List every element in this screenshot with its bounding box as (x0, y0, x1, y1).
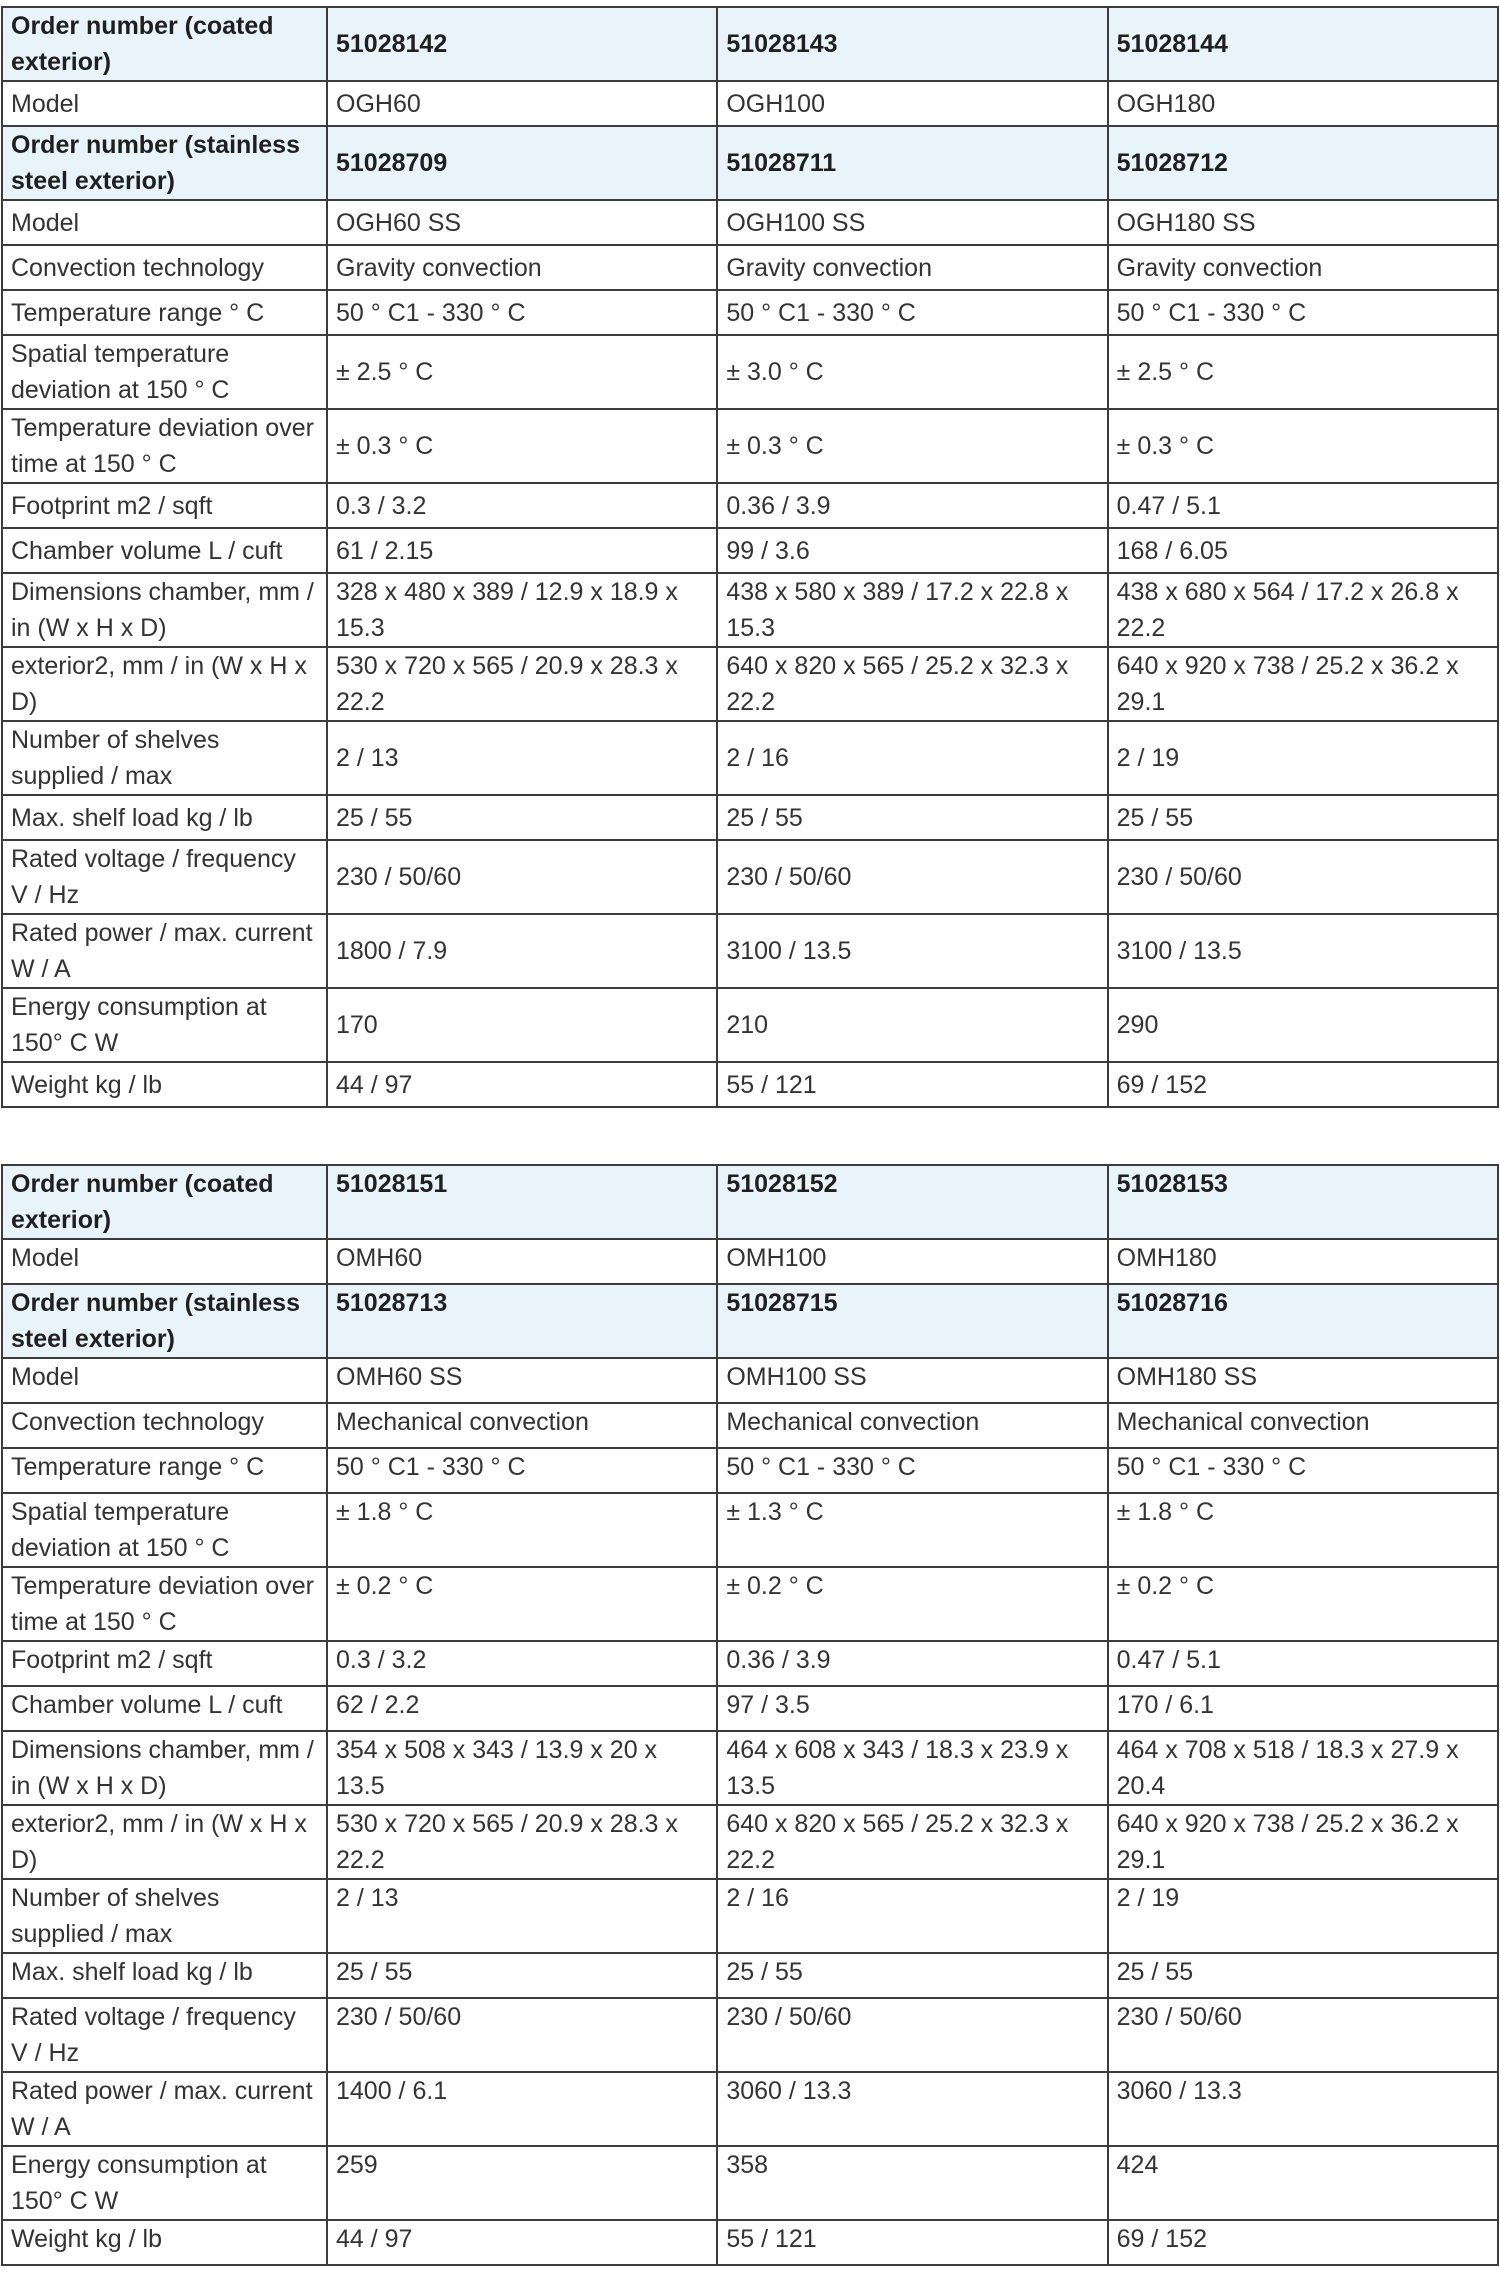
table-row (2, 1062, 1498, 1107)
table-cell: OGH60 SS (327, 200, 717, 245)
row-label: Rated power / max. current W / A (2, 914, 327, 988)
table-cell: Mechanical convection (717, 1403, 1107, 1448)
table-cell: 69 / 152 (1108, 2220, 1498, 2265)
row-label: Temperature range ° C (2, 290, 327, 335)
table-row (2, 1731, 1498, 1805)
table-cell: OMH60 SS (327, 1358, 717, 1403)
table-cell: 170 / 6.1 (1108, 1686, 1498, 1731)
table-cell: 51028142 (327, 7, 717, 81)
table-cell: 168 / 6.05 (1108, 528, 1498, 573)
table-row (2, 1686, 1498, 1731)
row-label: Number of shelves supplied / max (2, 1879, 327, 1953)
table-cell: 51028151 (327, 1165, 717, 1239)
table-cell: 55 / 121 (717, 2220, 1107, 2265)
table-row (2, 528, 1498, 573)
row-label: Number of shelves supplied / max (2, 721, 327, 795)
table-cell: OMH100 SS (717, 1358, 1107, 1403)
table-cell: 230 / 50/60 (717, 1998, 1107, 2072)
table-cell: ± 1.3 ° C (717, 1493, 1107, 1567)
table-cell: ± 0.3 ° C (327, 409, 717, 483)
table-row (2, 335, 1498, 409)
table-row (2, 1448, 1498, 1493)
table-cell: 55 / 121 (717, 1062, 1107, 1107)
table-cell: 69 / 152 (1108, 1062, 1498, 1107)
table-row (2, 2072, 1498, 2146)
table-cell: Gravity convection (327, 245, 717, 290)
row-label: Spatial temperature deviation at 150 ° C (2, 1493, 327, 1567)
table-cell: 3100 / 13.5 (1108, 914, 1498, 988)
table-cell: 530 x 720 x 565 / 20.9 x 28.3 x 22.2 (327, 647, 717, 721)
table-cell: ± 3.0 ° C (717, 335, 1107, 409)
row-label: Rated power / max. current W / A (2, 2072, 327, 2146)
table-cell: 0.47 / 5.1 (1108, 483, 1498, 528)
table-cell: OGH60 (327, 81, 717, 126)
table-cell: 640 x 820 x 565 / 25.2 x 32.3 x 22.2 (717, 1805, 1107, 1879)
table-cell: OGH180 (1108, 81, 1498, 126)
table-cell: 44 / 97 (327, 1062, 717, 1107)
table-row (2, 81, 1498, 126)
table-row (2, 795, 1498, 840)
table-cell: Gravity convection (717, 245, 1107, 290)
table-cell: 259 (327, 2146, 717, 2220)
table-cell: 51028153 (1108, 1165, 1498, 1239)
spec-table-body (2, 1165, 1498, 2265)
table-row (2, 721, 1498, 795)
table-row (2, 200, 1498, 245)
table-row (2, 290, 1498, 335)
table-row (2, 1358, 1498, 1403)
table-cell: 1800 / 7.9 (327, 914, 717, 988)
row-label: Order number (stainless steel exterior) (2, 126, 327, 200)
table-row (2, 2146, 1498, 2220)
row-label: Dimensions chamber, mm / in (W x H x D) (2, 1731, 327, 1805)
table-cell: 51028143 (717, 7, 1107, 81)
row-label: Order number (coated exterior) (2, 1165, 327, 1239)
table-cell: 3060 / 13.3 (717, 2072, 1107, 2146)
table-row (2, 647, 1498, 721)
table-cell: 230 / 50/60 (717, 840, 1107, 914)
table-cell: 0.36 / 3.9 (717, 1641, 1107, 1686)
row-label: exterior2, mm / in (W x H x D) (2, 647, 327, 721)
table-row-header (2, 7, 1498, 81)
table-cell: 438 x 580 x 389 / 17.2 x 22.8 x 15.3 (717, 573, 1107, 647)
row-label: Model (2, 1239, 327, 1284)
table-cell: 354 x 508 x 343 / 13.9 x 20 x 13.5 (327, 1731, 717, 1805)
table-cell: Mechanical convection (327, 1403, 717, 1448)
table-row (2, 409, 1498, 483)
table-cell: OGH180 SS (1108, 200, 1498, 245)
table-row (2, 988, 1498, 1062)
table-cell: 464 x 708 x 518 / 18.3 x 27.9 x 20.4 (1108, 1731, 1498, 1805)
row-label: Convection technology (2, 245, 327, 290)
spec-table-body (2, 7, 1498, 1107)
row-label: Weight kg / lb (2, 2220, 327, 2265)
table-cell: 0.47 / 5.1 (1108, 1641, 1498, 1686)
table-cell: 0.3 / 3.2 (327, 483, 717, 528)
table-cell: 2 / 19 (1108, 721, 1498, 795)
row-label: Weight kg / lb (2, 1062, 327, 1107)
table-cell: 50 ° C1 - 330 ° C (327, 1448, 717, 1493)
table-cell: 2 / 16 (717, 721, 1107, 795)
table-cell: ± 0.2 ° C (717, 1567, 1107, 1641)
table-cell: ± 1.8 ° C (1108, 1493, 1498, 1567)
table-cell: 640 x 820 x 565 / 25.2 x 32.3 x 22.2 (717, 647, 1107, 721)
table-cell: 51028715 (717, 1284, 1107, 1358)
row-label: Temperature deviation over time at 150 ° C (2, 1567, 327, 1641)
table-cell: ± 2.5 ° C (327, 335, 717, 409)
table-cell: 50 ° C1 - 330 ° C (717, 1448, 1107, 1493)
table-row (2, 1641, 1498, 1686)
row-label: Model (2, 200, 327, 245)
table-cell: 62 / 2.2 (327, 1686, 717, 1731)
table-row-header (2, 1284, 1498, 1358)
table-row (2, 840, 1498, 914)
spec-table-gravity (1, 6, 1499, 1108)
table-row (2, 1953, 1498, 1998)
table-cell: 2 / 16 (717, 1879, 1107, 1953)
table-cell: 3100 / 13.5 (717, 914, 1107, 988)
table-cell: 464 x 608 x 343 / 18.3 x 23.9 x 13.5 (717, 1731, 1107, 1805)
table-cell: 290 (1108, 988, 1498, 1062)
table-cell: 99 / 3.6 (717, 528, 1107, 573)
table-row (2, 1403, 1498, 1448)
table-cell: 25 / 55 (327, 1953, 717, 1998)
spec-table-mechanical (1, 1164, 1499, 2266)
row-label: Max. shelf load kg / lb (2, 795, 327, 840)
table-cell: 2 / 13 (327, 721, 717, 795)
row-label: Chamber volume L / cuft (2, 528, 327, 573)
table-cell: 328 x 480 x 389 / 12.9 x 18.9 x 15.3 (327, 573, 717, 647)
table-cell: 210 (717, 988, 1107, 1062)
table-row (2, 1998, 1498, 2072)
table-cell: OMH100 (717, 1239, 1107, 1284)
table-cell: 0.3 / 3.2 (327, 1641, 717, 1686)
row-label: Convection technology (2, 1403, 327, 1448)
table-row-header (2, 126, 1498, 200)
table-cell: 2 / 13 (327, 1879, 717, 1953)
table-cell: 44 / 97 (327, 2220, 717, 2265)
table-cell: 530 x 720 x 565 / 20.9 x 28.3 x 22.2 (327, 1805, 717, 1879)
row-label: Temperature deviation over time at 150 ° C (2, 409, 327, 483)
table-row (2, 1805, 1498, 1879)
table-cell: OMH60 (327, 1239, 717, 1284)
row-label: Model (2, 81, 327, 126)
table-cell: 51028711 (717, 126, 1107, 200)
table-cell: 358 (717, 2146, 1107, 2220)
row-label: Spatial temperature deviation at 150 ° C (2, 335, 327, 409)
table-cell: 25 / 55 (1108, 795, 1498, 840)
table-cell: 97 / 3.5 (717, 1686, 1107, 1731)
table-cell: 25 / 55 (327, 795, 717, 840)
table-cell: 25 / 55 (1108, 1953, 1498, 1998)
table-cell: ± 0.3 ° C (717, 409, 1107, 483)
row-label: exterior2, mm / in (W x H x D) (2, 1805, 327, 1879)
table-cell: 51028144 (1108, 7, 1498, 81)
table-cell: OGH100 (717, 81, 1107, 126)
table-cell: 1400 / 6.1 (327, 2072, 717, 2146)
table-cell: 51028716 (1108, 1284, 1498, 1358)
table-row (2, 245, 1498, 290)
table-cell: 51028152 (717, 1165, 1107, 1239)
table-row (2, 1493, 1498, 1567)
table-cell: 3060 / 13.3 (1108, 2072, 1498, 2146)
row-label: Dimensions chamber, mm / in (W x H x D) (2, 573, 327, 647)
table-row-header (2, 1165, 1498, 1239)
table-cell: 170 (327, 988, 717, 1062)
table-cell: 230 / 50/60 (327, 840, 717, 914)
table-cell: 230 / 50/60 (1108, 1998, 1498, 2072)
table-cell: Gravity convection (1108, 245, 1498, 290)
table-cell: 50 ° C1 - 330 ° C (1108, 290, 1498, 335)
table-cell: 438 x 680 x 564 / 17.2 x 26.8 x 22.2 (1108, 573, 1498, 647)
row-label: Rated voltage / frequency V / Hz (2, 1998, 327, 2072)
table-row (2, 1239, 1498, 1284)
table-cell: 50 ° C1 - 330 ° C (327, 290, 717, 335)
table-cell: 424 (1108, 2146, 1498, 2220)
row-label: Model (2, 1358, 327, 1403)
table-row (2, 573, 1498, 647)
row-label: Order number (stainless steel exterior) (2, 1284, 327, 1358)
table-cell: 61 / 2.15 (327, 528, 717, 573)
table-cell: 640 x 920 x 738 / 25.2 x 36.2 x 29.1 (1108, 1805, 1498, 1879)
table-cell: 0.36 / 3.9 (717, 483, 1107, 528)
table-cell: 230 / 50/60 (327, 1998, 717, 2072)
table-cell: 50 ° C1 - 330 ° C (717, 290, 1107, 335)
row-label: Order number (coated exterior) (2, 7, 327, 81)
table-cell: 50 ° C1 - 330 ° C (1108, 1448, 1498, 1493)
table-cell: ± 1.8 ° C (327, 1493, 717, 1567)
table-cell: 51028713 (327, 1284, 717, 1358)
table-cell: 2 / 19 (1108, 1879, 1498, 1953)
table-cell: 25 / 55 (717, 1953, 1107, 1998)
table-row (2, 2220, 1498, 2265)
table-cell: 230 / 50/60 (1108, 840, 1498, 914)
table-row (2, 914, 1498, 988)
row-label: Max. shelf load kg / lb (2, 1953, 327, 1998)
table-cell: ± 0.2 ° C (327, 1567, 717, 1641)
row-label: Rated voltage / frequency V / Hz (2, 840, 327, 914)
table-cell: OGH100 SS (717, 200, 1107, 245)
table-cell: ± 0.2 ° C (1108, 1567, 1498, 1641)
table-row (2, 1879, 1498, 1953)
table-cell: 25 / 55 (717, 795, 1107, 840)
table-cell: OMH180 SS (1108, 1358, 1498, 1403)
table-cell: Mechanical convection (1108, 1403, 1498, 1448)
row-label: Temperature range ° C (2, 1448, 327, 1493)
table-row (2, 483, 1498, 528)
table-row (2, 1567, 1498, 1641)
table-cell: 640 x 920 x 738 / 25.2 x 36.2 x 29.1 (1108, 647, 1498, 721)
table-cell: 51028709 (327, 126, 717, 200)
row-label: Chamber volume L / cuft (2, 1686, 327, 1731)
row-label: Energy consumption at 150° C W (2, 988, 327, 1062)
table-cell: 51028712 (1108, 126, 1498, 200)
row-label: Energy consumption at 150° C W (2, 2146, 327, 2220)
row-label: Footprint m2 / sqft (2, 483, 327, 528)
table-cell: ± 0.3 ° C (1108, 409, 1498, 483)
table-cell: OMH180 (1108, 1239, 1498, 1284)
table-cell: ± 2.5 ° C (1108, 335, 1498, 409)
row-label: Footprint m2 / sqft (2, 1641, 327, 1686)
